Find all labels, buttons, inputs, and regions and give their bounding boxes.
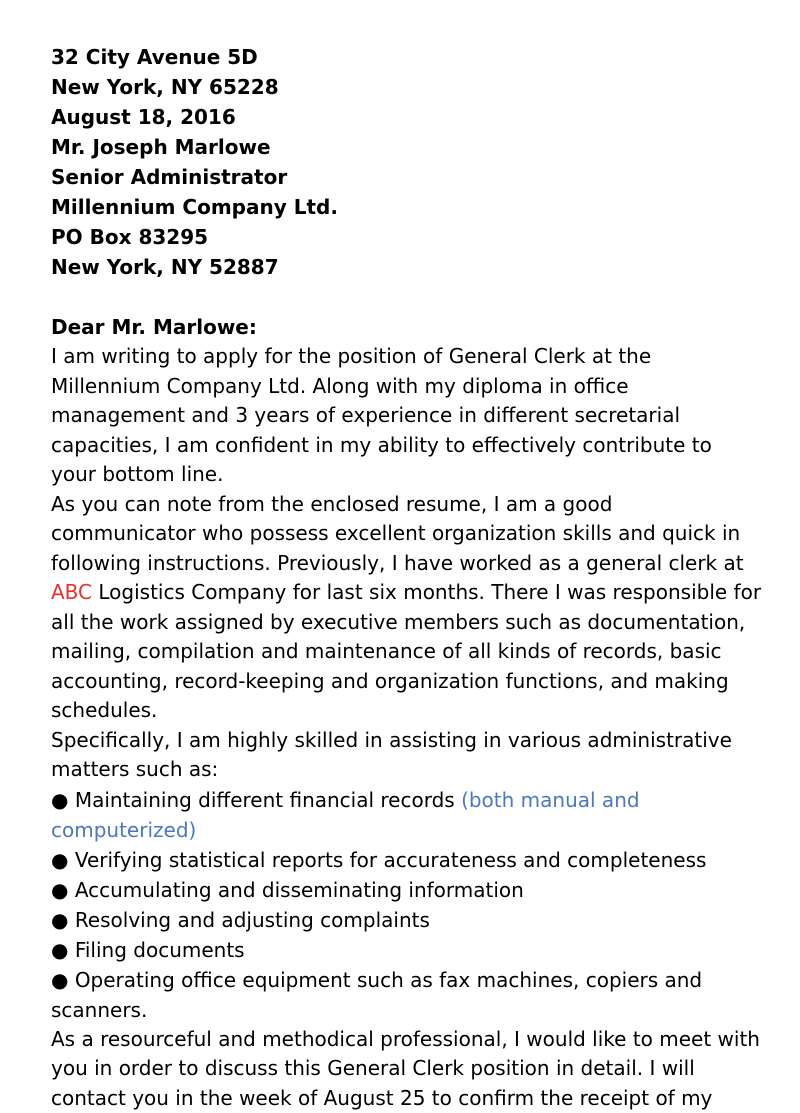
list-item	[51, 935, 763, 965]
recipient-po-box: PO Box 83295	[51, 222, 763, 252]
bullet-icon: ●	[51, 968, 68, 992]
list-item-text: Maintaining different financial records	[75, 788, 461, 812]
list-item-note: (both manual and computerized)	[51, 788, 640, 842]
list-item	[51, 845, 763, 875]
cover-letter	[51, 42, 763, 1113]
body-paragraph-closing: As a resourceful and methodical professional, I would like to meet with you in order to discuss this General Clerk position in detail. I will contact you in the week of August 25 to confirm the receipt of my	[51, 1025, 763, 1113]
address-block	[51, 42, 763, 282]
list-item	[51, 785, 763, 845]
list-item-text: Operating office equipment such as fax machines, copiers and scanners.	[51, 968, 702, 1022]
letter-date: August 18, 2016	[51, 102, 763, 132]
sender-street: 32 City Avenue 5D	[51, 42, 763, 72]
recipient-title: Senior Administrator	[51, 162, 763, 192]
list-item-text: Accumulating and disseminating information	[75, 878, 524, 902]
company-highlight: ABC	[51, 580, 92, 604]
list-item-text: Resolving and adjusting complaints	[75, 908, 430, 932]
bullet-icon: ●	[51, 878, 68, 902]
recipient-city: New York, NY 52887	[51, 252, 763, 282]
list-item	[51, 875, 763, 905]
list-item	[51, 965, 763, 1025]
recipient-company: Millennium Company Ltd.	[51, 192, 763, 222]
skills-list	[51, 785, 763, 1025]
bullet-icon: ●	[51, 848, 68, 872]
body-paragraph-experience	[51, 490, 763, 726]
bullet-icon: ●	[51, 938, 68, 962]
salutation: Dear Mr. Marlowe:	[51, 312, 763, 342]
recipient-name: Mr. Joseph Marlowe	[51, 132, 763, 162]
list-item-text: Verifying statistical reports for accurateness and completeness	[75, 848, 707, 872]
bullet-icon: ●	[51, 908, 68, 932]
body-paragraph-intro: I am writing to apply for the position of General Clerk at the Millennium Company Ltd. Along with my diploma in office management and 3 years of experience in different secretarial capacities, I am confident in my ability to effectively contribute to your bottom line.	[51, 342, 763, 490]
list-item	[51, 905, 763, 935]
experience-text-start: As you can note from the enclosed resume, I am a good communicator who possess excellent organization skills and quick in following instructions. Previously, I have worked as a general clerk at	[51, 492, 744, 575]
sender-city: New York, NY 65228	[51, 72, 763, 102]
body-paragraph-skills-intro: Specifically, I am highly skilled in assisting in various administrative matters such as:	[51, 726, 763, 785]
bullet-icon: ●	[51, 788, 68, 812]
list-item-text: Filing documents	[75, 938, 245, 962]
experience-text-end: Logistics Company for last six months. There I was responsible for all the work assigned by executive members such as documentation, mailing, compilation and maintenance of all kinds of records, basic accounting, record-keeping and organization functions, and making schedules.	[51, 580, 761, 722]
